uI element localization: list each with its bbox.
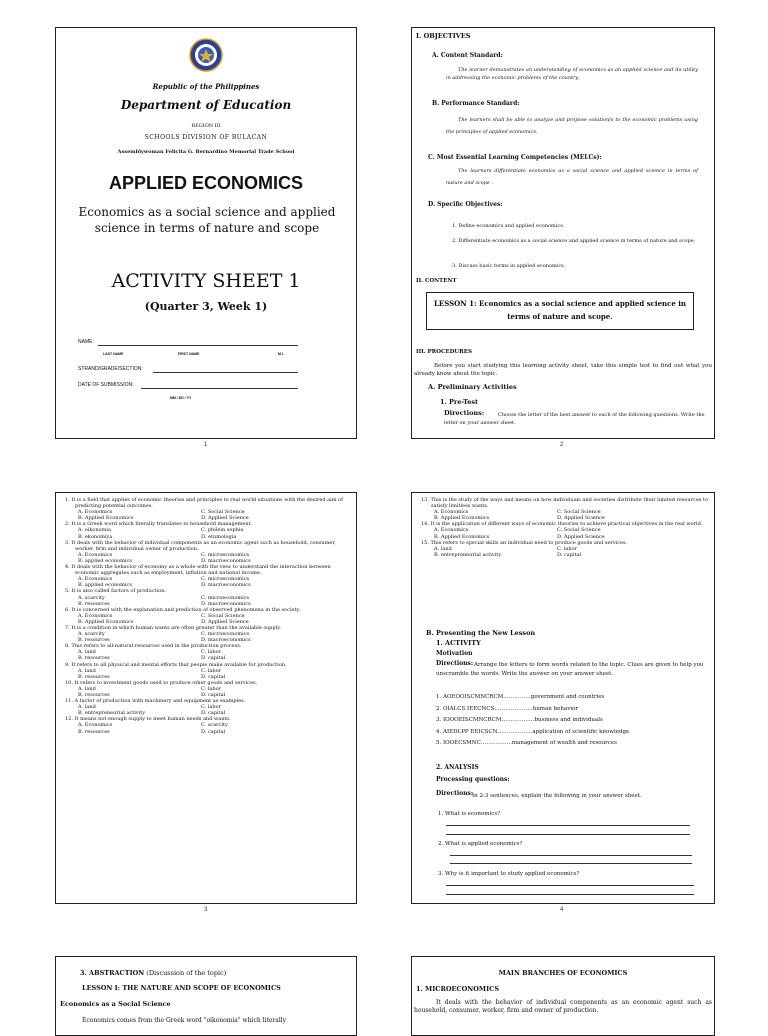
option[interactable]: C. labor [201, 685, 222, 692]
preliminary-activities: A. Preliminary Activities [428, 383, 517, 391]
option[interactable]: D. Applied Science [201, 618, 249, 625]
option[interactable]: C. scarcity [201, 722, 228, 729]
option[interactable]: A. Economics [434, 527, 469, 534]
motivation-directions-text: Arrange the letters to form words related to the topic. Clues are given to help you unscramble the words. Write the answer on your answer sheet. [436, 662, 704, 677]
question-12-options [58, 722, 354, 734]
question-5-options [58, 595, 354, 607]
option[interactable]: D. macroeconomics [201, 557, 251, 564]
option[interactable]: A. land [78, 704, 96, 711]
department-label: Department of Education [120, 98, 292, 112]
option[interactable]: B. entrepreneurial activity [434, 551, 502, 558]
cover-page [55, 27, 357, 439]
question-4: 4. It deals with the behavior of economy as a whole with the view to understand the interaction between economic aggregates such as employment, inflation and national income. [65, 564, 331, 577]
abstraction-note: (Discussion of the topic) [146, 969, 227, 977]
option[interactable]: A. scarcity [78, 594, 105, 601]
question-14-options [414, 527, 712, 539]
performance-standard-text: The learners shall be able to analyze and propose solution/s to the economic problems using the principles of applied economics. [446, 117, 698, 135]
objective-2: 2. Differentiate economics as a social science and applied science in terms of nature and scope. [452, 238, 696, 244]
option[interactable]: C. labor [201, 667, 222, 674]
objective-1: 1. Define economics and applied economics. [452, 223, 565, 229]
pre-test-label: 1. Pre-Test [440, 398, 479, 406]
region-label: REGION III [191, 123, 221, 129]
question-15-options [414, 546, 712, 558]
option[interactable]: D. capital [201, 673, 226, 680]
option[interactable]: A. Economics [78, 551, 113, 558]
question-2-options [58, 527, 354, 539]
option[interactable]: D. Applied Science [201, 515, 249, 522]
option[interactable]: B. entrepreneurial activity [78, 710, 146, 717]
option[interactable]: A. land [78, 667, 96, 674]
activity-page [411, 492, 715, 904]
procedures-heading: III. PROCEDURES [416, 349, 472, 355]
strand-line[interactable] [153, 372, 298, 373]
option[interactable]: C. Social Science [201, 509, 245, 516]
option[interactable]: D. Applied Science [557, 533, 605, 540]
option[interactable]: B. Applied Economics [434, 533, 490, 540]
option[interactable]: C. Social Science [201, 612, 245, 619]
question-5: 5. It is also called factors of production. [65, 588, 167, 595]
division-label: SCHOOLS DIVISION OF BULACAN [144, 134, 268, 141]
option[interactable]: A. scarcity [78, 631, 105, 638]
specific-objectives-label: D. Specific Objectives: [428, 201, 503, 208]
name-line[interactable] [98, 345, 298, 346]
question-7-options [58, 631, 354, 643]
objectives-page [411, 27, 715, 439]
question-8: 8. This refers to all-natural resources used in the production process. [65, 643, 242, 650]
option[interactable]: A. land [78, 649, 96, 656]
option[interactable]: B. resources [78, 692, 110, 698]
deped-seal-icon [189, 38, 223, 72]
lesson-box: LESSON 1: Economics as a social science and applied science in terms of nature and scope. [426, 292, 694, 330]
scrambled-word: 3. IOOOEISCMNCRCM………………business and individuals [436, 717, 603, 723]
branches-heading: MAIN BRANCHES OF ECONOMICS [498, 969, 628, 977]
option[interactable]: C. labor [201, 704, 222, 711]
option[interactable]: B. resources [78, 728, 110, 735]
directions-text: Choose the letter of the best answer to each of the following questions. Write the letter on your answer sheet. [444, 412, 705, 426]
motivation-label: Motivation [436, 650, 473, 657]
subject-title: APPLIED ECONOMICS [108, 173, 304, 193]
option[interactable]: C. microeconomics [201, 631, 250, 638]
option[interactable]: C. Social Science [557, 509, 601, 516]
option[interactable]: B. Applied Economics [78, 515, 134, 522]
date-line[interactable] [141, 388, 298, 389]
question-11: 11. A factor of production with machinery and equipment as examples. [65, 698, 246, 705]
mi-caption: M.I. [278, 352, 284, 356]
page-number: 4 [560, 907, 564, 913]
section-heading: Economics as a Social Science [60, 1000, 171, 1008]
option[interactable]: A. Economics [78, 722, 113, 729]
answer-line[interactable] [446, 825, 690, 826]
republic-label: Republic of the Philippines [152, 82, 260, 91]
option[interactable]: A. land [78, 685, 96, 692]
question-2: 2. It is a Greek word which literally translates to household management. [65, 521, 253, 528]
option[interactable]: B. resources [78, 655, 110, 662]
option[interactable]: C. labor [557, 545, 578, 552]
question-15: 15. This refers to special skills an individual need to produce goods and services. [421, 539, 628, 546]
activity-heading: 1. ACTIVITY [436, 639, 481, 647]
question-list-continued [414, 497, 712, 558]
option[interactable]: D. macroeconomics [201, 637, 251, 644]
option[interactable]: D. etumologia [201, 533, 237, 540]
answer-line[interactable] [446, 885, 694, 886]
lesson-heading: LESSON I: THE NATURE AND SCOPE OF ECONOMICS [82, 984, 281, 992]
answer-line[interactable] [450, 855, 692, 856]
question-10-options [58, 686, 354, 698]
procedures-text: Before you start studying this learning activity sheet, take this simple test to find out what you already know about the topic. [414, 363, 712, 377]
option[interactable]: A. land [434, 545, 452, 552]
option[interactable]: C. microeconomics [201, 576, 250, 583]
date-format-caption: MM / DD / YY [170, 396, 192, 400]
pretest-page [55, 492, 357, 904]
question-8-options [58, 649, 354, 661]
analysis-directions-label: Directions: [436, 790, 474, 797]
option[interactable]: D. capital [557, 551, 582, 558]
scrambled-words-list [436, 692, 714, 750]
branches-page [411, 956, 715, 1036]
strand-label: STRAND/GRADE/SECTION: [78, 366, 143, 372]
melc-text: The learners differentiate economics as a social science and applied science in terms of nature and scope . [446, 168, 698, 186]
option[interactable]: B. resources [78, 637, 110, 644]
option[interactable]: B. Applied Economics [78, 618, 134, 625]
option[interactable]: D. capital [201, 692, 226, 698]
option[interactable]: A. Economics [78, 509, 113, 516]
question-6-options [58, 613, 354, 625]
topic-subtitle: Economics as a social science and applied science in terms of nature and scope [78, 205, 336, 235]
date-label: DATE OF SUBMISSION: [78, 382, 134, 388]
option[interactable]: C. Social Science [557, 527, 601, 534]
option[interactable]: C. labor [201, 649, 222, 656]
option[interactable]: C. microeconomics [201, 594, 250, 601]
objective-3: 3. Discuss basic terms in applied economics. [452, 263, 566, 269]
performance-standard-label: B. Performance Standard: [432, 100, 520, 107]
option[interactable]: B. resources [78, 673, 110, 680]
question-9: 9. It refers to all physical and mental efforts that people make available for production. [65, 661, 287, 668]
last-name-caption: LAST NAME [103, 352, 124, 356]
processing-question-1: 1. What is economics? [438, 811, 501, 817]
question-9-options [58, 668, 354, 680]
scrambled-word: 4. AIEDLPP EEICSCN……………….application of scientific knowledge [436, 728, 630, 735]
option[interactable]: A. Economics [78, 576, 113, 583]
abstraction-heading [80, 969, 226, 977]
content-heading: II. CONTENT [416, 278, 457, 284]
option[interactable]: C. microeconomics [201, 551, 250, 558]
option[interactable]: D. capital [201, 655, 226, 662]
scrambled-word: 2. OIALCS IEECNCS…………………human behavior [436, 705, 578, 712]
answer-line[interactable] [450, 863, 692, 864]
scrambled-word: 5. IOOECSMNC……………..management of wealth and resources [436, 740, 617, 746]
option[interactable]: A. Economics [434, 509, 469, 516]
option[interactable]: B. Applied Economics [434, 515, 490, 522]
question-3: 3. It deals with the behavior of individual components as an economic agent such as household, consumer, worker, firm and individual owner of production. [65, 539, 336, 552]
school-label: Assemblywoman Felicita G. Bernardino Memorial Trade School [117, 149, 295, 155]
question-12: 12. It means not enough supply to meet human needs and wants. [65, 716, 231, 723]
first-name-caption: FIRST NAME [178, 352, 200, 356]
objectives-heading: I. OBJECTIVES [416, 32, 471, 40]
processing-question-3: 3. Why is it important to study applied economics? [438, 871, 580, 877]
question-7: 7. It is a condition in which human wants are often greater than the available supply. [65, 624, 281, 631]
analysis-heading: 2. ANALYSIS [436, 764, 479, 771]
option[interactable]: D. capital [201, 710, 226, 717]
option[interactable]: B. applied economics [78, 557, 132, 564]
processing-questions-label: Processing questions: [436, 776, 510, 783]
analysis-directions-text: In 2-3 sentences, explain the following in your answer sheet. [472, 793, 642, 799]
section-text: Economics comes from the Greek word "oikonomia" which literally [82, 1017, 287, 1024]
microeconomics-heading: 1. MICROECONOMICS [416, 985, 500, 993]
content-standard-label: A. Content Standard: [432, 52, 503, 59]
question-11-options [58, 704, 354, 716]
page-number: 1 [204, 442, 208, 448]
presenting-heading: B. Presenting the New Lesson [426, 629, 536, 637]
activity-title: ACTIVITY SHEET 1 [111, 270, 301, 292]
page-number: 3 [204, 907, 208, 913]
name-label: NAME: [78, 339, 94, 345]
abstraction-page [55, 956, 357, 1036]
page-number: 2 [560, 442, 564, 448]
answer-line[interactable] [446, 834, 690, 835]
question-4-options [58, 576, 354, 588]
question-10: 10. It refers to investment goods used to produce other goods and services. [65, 679, 258, 686]
question-3-options [58, 552, 354, 564]
processing-question-2: 2. What is applied economics? [438, 841, 523, 847]
question-13: 13. This is the study of the ways and means on how individuals and societies distribute their limited resources to satisfy limitless wants. [421, 497, 708, 510]
abstraction-label: 3. ABSTRACTION [80, 969, 145, 977]
melc-label: C. Most Essential Learning Competencies (MELCs): [428, 154, 602, 161]
question-6: 6. It is concerned with the explanation and prediction of observed phenomena in the society. [65, 606, 301, 613]
question-1: 1. It is a field that applies of economic theories and principles to real world situations with the desired aim of predicting potential outcomes. [65, 497, 343, 510]
directions-label: Directions: [444, 409, 485, 417]
quarter-label: (Quarter 3, Week 1) [144, 300, 268, 313]
option[interactable]: A. Economics [78, 612, 113, 619]
option[interactable]: A. oikonomia [78, 527, 111, 534]
question-list [58, 497, 354, 735]
option[interactable]: D. macroeconomics [201, 582, 251, 589]
option[interactable]: B. ekonomiya [78, 533, 113, 540]
option[interactable]: D. capital [201, 728, 226, 735]
option[interactable]: C. philein sophia [201, 527, 244, 534]
option[interactable]: D. Applied Science [557, 515, 605, 522]
option[interactable]: B. applied economics [78, 582, 132, 589]
question-13-options [414, 509, 712, 521]
scrambled-word: 1. AOEOOISCMNCRCM……………government and countries [436, 694, 605, 700]
answer-line[interactable] [446, 894, 694, 895]
option[interactable]: B. resources [78, 600, 110, 607]
content-standard-text: The learner demonstrates an understanding of economics as an applied science and its utility in addressing the economic problems of the country. [446, 67, 698, 81]
question-14: 14. It is the application of different ways of economic theories to achieve practical objectives in the real world. [421, 521, 703, 528]
motivation-directions-label: Directions: [436, 660, 474, 667]
microeconomics-text: It deals with the behavior of individual components as an economic agent such as household, consumer, worker, firm and owner of production. [414, 999, 712, 1014]
question-1-options [58, 509, 354, 521]
option[interactable]: D. macroeconomics [201, 600, 251, 607]
